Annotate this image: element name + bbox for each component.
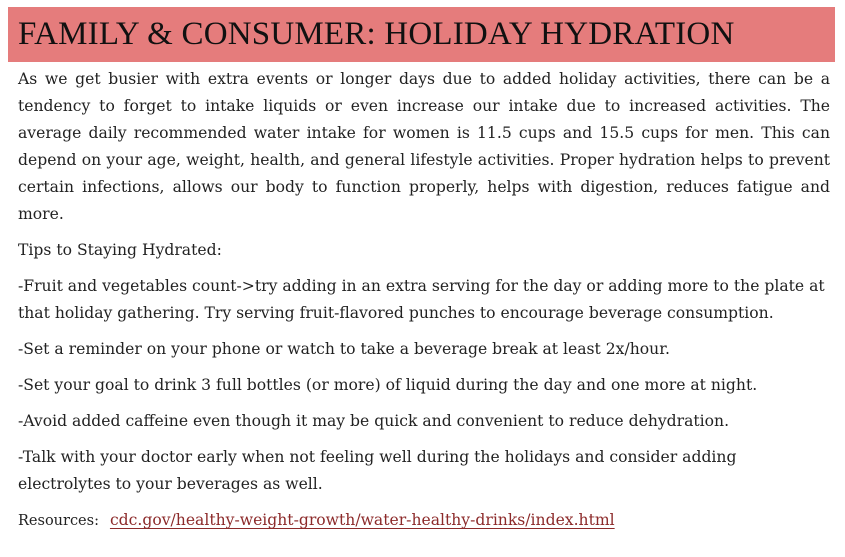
- tip-item: -Avoid added caffeine even though it may be quick and convenient to reduce dehydration.: [18, 412, 730, 430]
- article-body: [18, 66, 830, 544]
- tips-heading: Tips to Staying Hydrated:: [18, 241, 222, 259]
- resources-label: Resources:: [18, 513, 99, 529]
- tip-item: -Fruit and vegetables count->try adding in an extra serving for the day or adding more to the plate at that holiday gathering. Try serving fruit-flavored punches to encourage beverage consumption.: [18, 277, 825, 322]
- tip-item: -Set a reminder on your phone or watch to take a beverage break at least 2x/hour.: [18, 340, 670, 358]
- tip-item: -Talk with your doctor early when not feeling well during the holidays and consider adding electrolytes to your beverages as well.: [18, 448, 737, 493]
- tip-item: -Set your goal to drink 3 full bottles (or more) of liquid during the day and one more at night.: [18, 376, 758, 394]
- resources-link[interactable]: cdc.gov/healthy-weight-growth/water-healthy-drinks/index.html: [109, 511, 615, 529]
- intro-paragraph: As we get busier with extra events or longer days due to added holiday activities, there can be a tendency to forget to intake liquids or even increase our intake due to increased activities. The average daily recommended water intake for women is 11.5 cups and 15.5 cups for men. This can depend on your age, weight, health, and general lifestyle activities. Proper hydration helps to prevent certain infections, allows our body to function properly, helps with digestion, reduces fatigue and more.: [18, 70, 830, 223]
- page-title: FAMILY & CONSUMER: HOLIDAY HYDRATION: [18, 16, 735, 52]
- header-band: [8, 7, 835, 62]
- resources-line: [18, 507, 830, 535]
